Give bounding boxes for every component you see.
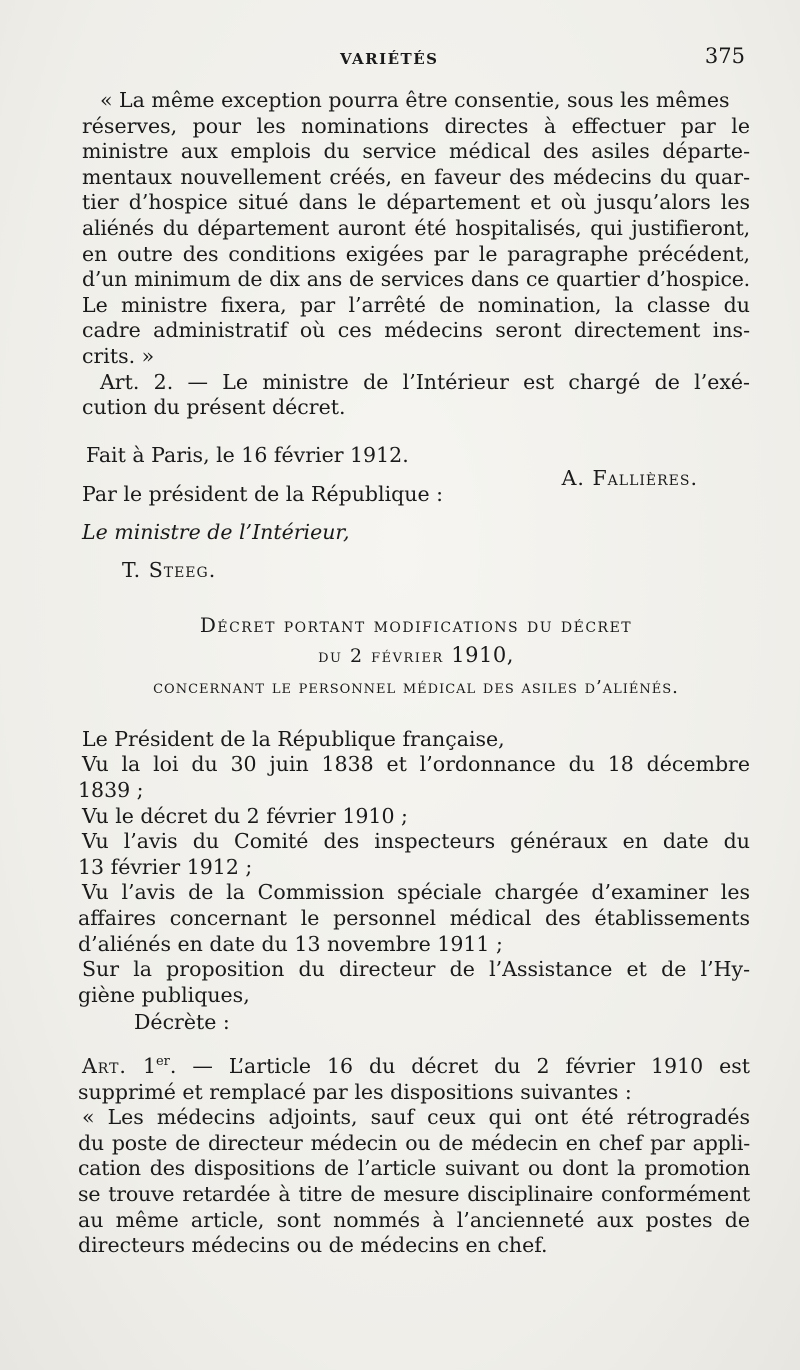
text-line: Vu l’avis de la Commission spéciale chargée d’examiner les	[82, 880, 750, 905]
decrete-line: Décrète :	[134, 1010, 230, 1035]
text-line: Le Président de la République française,	[82, 726, 505, 751]
text-line: 1839 ;	[78, 778, 144, 803]
by-president-line: Par le président de la République :	[82, 482, 444, 507]
text-line: d’aliénés en date du 13 novembre 1911 ;	[78, 931, 503, 956]
article-1-head: Art.	[82, 1054, 127, 1078]
text-line: supprimé et remplacé par les dispositions suivantes :	[78, 1079, 632, 1104]
page-number: 375	[704, 44, 745, 68]
text-line: Art. 2. — Le ministre de l’Intérieur est chargé de l’exé-	[100, 369, 750, 394]
article-1-superscript: er	[155, 1054, 170, 1070]
text-line: se trouve retardée à titre de mesure disciplinaire conformément	[78, 1181, 750, 1206]
page-header	[80, 44, 745, 74]
text-line: Vu la loi du 30 juin 1838 et l’ordonnance du 18 décembre	[82, 752, 750, 777]
text-line: d’un minimum de dix ans de services dans ce quartier d’hospice.	[82, 267, 750, 292]
text-line: 13 février 1912 ;	[78, 854, 253, 879]
minister-name: T. Steeg.	[122, 557, 217, 582]
text-line: cution du présent décret.	[82, 395, 346, 420]
text-line: mentaux nouvellement créés, en faveur des médecins du quar-	[82, 164, 750, 189]
text-line: affaires concernant le personnel médical des établissements	[78, 906, 750, 931]
quote-paragraph	[82, 88, 750, 370]
text-line: « La même exception pourra être consentie, sous les mêmes	[100, 88, 730, 112]
text-line: réserves, pour les nominations directes à effectuer par le	[82, 113, 750, 138]
text-line: tier d’hospice situé dans le département et où jusqu’alors les	[82, 190, 750, 215]
decree-title-line-3: concernant le personnel médical des asiles d’aliénés.	[153, 677, 679, 699]
text-line: en outre des conditions exigées par le paragraphe précédent,	[82, 241, 750, 266]
text-line: Vu l’avis du Comité des inspecteurs généraux en date du	[82, 829, 750, 854]
signatory-name: A. Fallières.	[561, 466, 698, 491]
article-2	[82, 370, 750, 421]
decree-title-line-2: du 2 février 1910,	[318, 642, 514, 667]
text-line: Vu le décret du 2 février 1910 ;	[82, 803, 408, 828]
decree-title	[82, 613, 750, 701]
article-1-text: . — L’article 16 du décret du 2 février 1910 est	[169, 1054, 750, 1078]
page-body	[78, 88, 750, 1259]
text-line: Sur la proposition du directeur de l’Assistance et de l’Hy-	[82, 957, 750, 982]
text-line: « Les médecins adjoints, sauf ceux qui ont été rétrogradés	[82, 1105, 750, 1130]
signature-block	[82, 443, 750, 583]
text-line: crits. »	[82, 343, 155, 368]
date-line: Fait à Paris, le 16 février 1912.	[86, 442, 409, 467]
text-line: au même article, sont nommés à l’ancienneté aux postes de	[78, 1207, 750, 1232]
running-head: VARIÉTÉS	[340, 50, 439, 68]
decree-title-line-1: Décret portant modifications du décret	[199, 613, 633, 638]
minister-title: Le ministre de l’Intérieur,	[82, 519, 350, 544]
text-line: ministre aux emplois du service médical des asiles départe-	[82, 139, 750, 164]
article-1-first-line	[82, 1054, 750, 1080]
text-line: cadre administratif où ces médecins seront directement ins-	[82, 318, 750, 343]
text-line: aliénés du département auront été hospitalisés, qui justifieront,	[82, 215, 750, 240]
article-1-number: 1	[142, 1054, 156, 1078]
text-line: giène publiques,	[78, 982, 250, 1007]
text-line: cation des dispositions de l’article suivant ou dont la promotion	[78, 1156, 750, 1181]
preamble	[78, 726, 750, 1009]
text-line: du poste de directeur médecin ou de médecin en chef par appli-	[78, 1130, 750, 1155]
text-line: Le ministre fixera, par l’arrêté de nomination, la classe du	[82, 292, 750, 317]
article-1	[78, 1054, 750, 1259]
text-line: directeurs médecins ou de médecins en chef.	[78, 1233, 548, 1258]
